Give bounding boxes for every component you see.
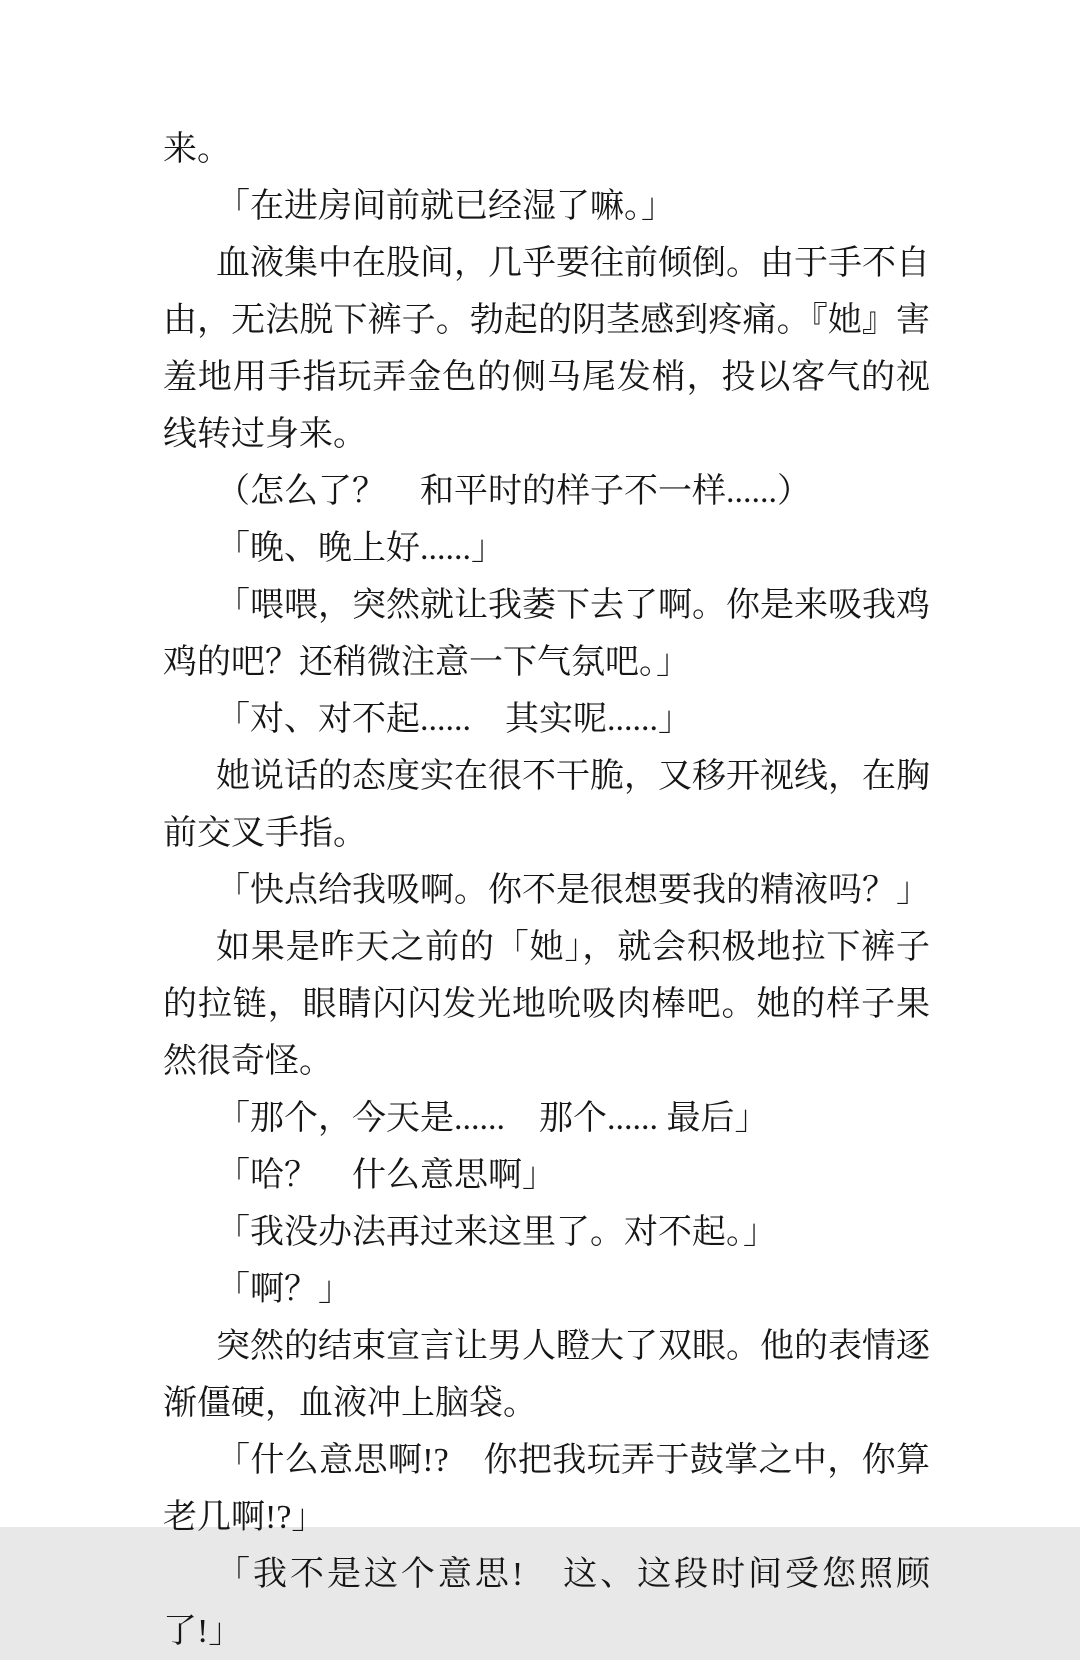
paragraph: 「啊？」 [216,1271,352,1308]
paragraph: 「快点给我吸啊。你不是很想要我的精液吗？」 [216,872,930,909]
paragraph: 「我没办法再过来这里了。对不起。」 [216,1214,777,1251]
paragraph: 如果是昨天之前的「她」，就会积极地拉下裤子的拉链，眼睛闪闪发光地吮吸肉棒吧。她的样子果然很奇怪。 [163,929,930,1080]
paragraph: 「我不是这个意思! 这、这段时间受您照顾了!」 [163,1556,930,1650]
paragraph: 「对、对不起...... 其实呢......」 [216,701,692,738]
paragraph: 「那个，今天是...... 那个...... 最后」 [216,1100,769,1137]
paragraph: 来。 [163,131,231,168]
paragraph: 突然的结束宣言让男人瞪大了双眼。他的表情逐渐僵硬，血液冲上脑袋。 [163,1328,930,1422]
paragraph: 「在进房间前就已经湿了嘛。」 [216,188,675,225]
paragraph: 「什么意思啊!? 你把我玩弄于鼓掌之中，你算老几啊!?」 [163,1442,930,1536]
paragraph: 「哈？ 什么意思啊」 [216,1157,556,1194]
paragraph: 血液集中在股间，几乎要往前倾倒。由于手不自由，无法脱下裤子。勃起的阴茎感到疼痛。『她』害羞地用手指玩弄金色的侧马尾发梢，投以客气的视线转过身来。 [163,245,930,453]
paragraph: 「喂喂，突然就让我萎下去了啊。你是来吸我鸡鸡的吧？还稍微注意一下气氛吧。」 [163,587,930,681]
text-block [163,121,930,1660]
paragraph: 「晚、晚上好......」 [216,530,505,567]
paragraph: 她说话的态度实在很不干脆，又移开视线，在胸前交叉手指。 [163,758,930,852]
paragraph: （怎么了？ 和平时的样子不一样......） [216,473,811,510]
